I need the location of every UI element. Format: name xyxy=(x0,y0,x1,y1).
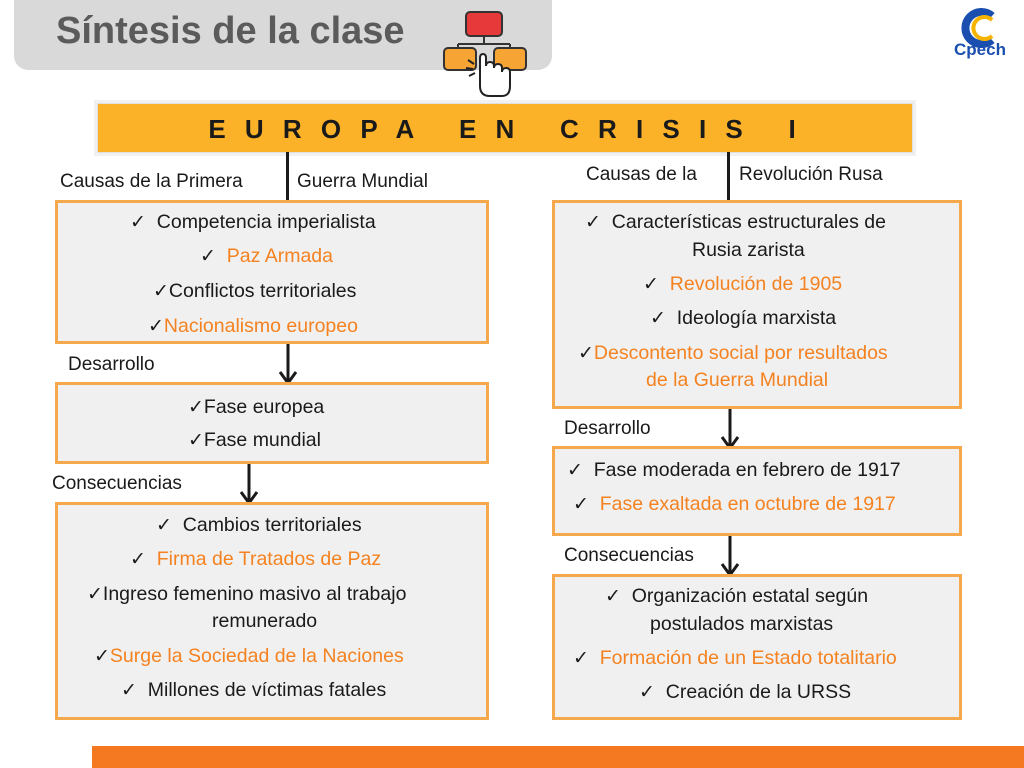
check-icon: ✓ xyxy=(585,212,601,233)
check-icon: ✓ xyxy=(605,586,621,607)
check-icon: ✓ xyxy=(121,680,137,701)
right-causes-label-b: Revolución Rusa xyxy=(739,164,883,185)
check-icon: ✓ xyxy=(639,682,655,703)
check-icon: ✓ xyxy=(94,646,110,667)
list-item-continuation: Rusia zarista xyxy=(692,239,805,261)
left-consequences-box xyxy=(55,502,489,720)
title-banner xyxy=(97,103,913,153)
list-item: ✓ Fase moderada en febrero de 1917 xyxy=(567,459,901,481)
left-causes-box xyxy=(55,200,489,344)
left-development-label: Desarrollo xyxy=(68,354,155,375)
logo-text: Cpech xyxy=(954,40,1006,59)
check-icon: ✓ xyxy=(153,281,169,302)
list-item: ✓Fase europea xyxy=(188,396,325,418)
right-causes-divider xyxy=(727,152,730,200)
left-causes-divider xyxy=(286,152,289,200)
list-item: ✓ Formación de un Estado totalitario xyxy=(573,647,897,669)
list-item: ✓ Cambios territoriales xyxy=(156,514,362,536)
left-development-box xyxy=(55,382,489,464)
list-item: ✓Fase mundial xyxy=(188,429,321,451)
right-development-box xyxy=(552,446,962,536)
list-item-continuation: postulados marxistas xyxy=(650,613,834,635)
list-item: ✓ Millones de víctimas fatales xyxy=(121,679,387,701)
check-icon: ✓ xyxy=(573,494,589,515)
list-item: ✓Descontento social por resultados xyxy=(578,342,888,364)
right-consequences-box xyxy=(552,574,962,720)
list-item: ✓Ingreso femenino masivo al trabajo xyxy=(87,583,407,605)
right-development-label: Desarrollo xyxy=(564,418,651,439)
check-icon: ✓ xyxy=(87,584,103,605)
down-arrow-icon xyxy=(719,536,741,578)
list-item-continuation: de la Guerra Mundial xyxy=(646,369,829,391)
check-icon: ✓ xyxy=(578,343,594,364)
list-item: ✓ Organización estatal según xyxy=(605,585,869,607)
check-icon: ✓ xyxy=(156,515,172,536)
right-causes-box xyxy=(552,200,962,409)
left-causes-label: Causas de la Primera xyxy=(60,171,243,192)
list-item: ✓Surge la Sociedad de la Naciones xyxy=(94,645,404,667)
right-causes-label: Causas de la xyxy=(586,164,697,185)
check-icon: ✓ xyxy=(643,274,659,295)
list-item: ✓ Firma de Tratados de Paz xyxy=(130,548,382,570)
check-icon: ✓ xyxy=(200,246,216,267)
banner-text: E U R O P A E N C R I S I S I xyxy=(208,114,802,144)
left-causes-label-b: Guerra Mundial xyxy=(297,171,428,192)
bottom-accent-bar xyxy=(92,746,1024,768)
check-icon: ✓ xyxy=(567,460,583,481)
check-icon: ✓ xyxy=(188,430,204,451)
list-item: ✓ Fase exaltada en octubre de 1917 xyxy=(573,493,896,515)
right-consequences-label: Consecuencias xyxy=(564,545,694,566)
check-icon: ✓ xyxy=(148,316,164,337)
down-arrow-icon xyxy=(277,344,299,386)
list-item: ✓ Paz Armada xyxy=(200,245,333,267)
list-item: ✓ Características estructurales de xyxy=(585,211,886,233)
left-consequences-label: Consecuencias xyxy=(52,473,182,494)
check-icon: ✓ xyxy=(130,212,146,233)
check-icon: ✓ xyxy=(573,648,589,669)
list-item-continuation: remunerado xyxy=(212,610,318,632)
check-icon: ✓ xyxy=(130,549,146,570)
list-item: ✓ Revolución de 1905 xyxy=(643,273,843,295)
down-arrow-icon xyxy=(719,409,741,451)
page-title: Síntesis de la clase xyxy=(56,10,405,52)
check-icon: ✓ xyxy=(650,308,666,329)
list-item: ✓Conflictos territoriales xyxy=(153,280,357,302)
list-item: ✓ Competencia imperialista xyxy=(130,211,376,233)
down-arrow-icon xyxy=(238,464,260,506)
list-item: ✓ Creación de la URSS xyxy=(639,681,852,703)
list-item: ✓Nacionalismo europeo xyxy=(148,315,358,337)
list-item: ✓ Ideología marxista xyxy=(650,307,837,329)
check-icon: ✓ xyxy=(188,397,204,418)
flowchart-click-icon xyxy=(440,8,530,100)
